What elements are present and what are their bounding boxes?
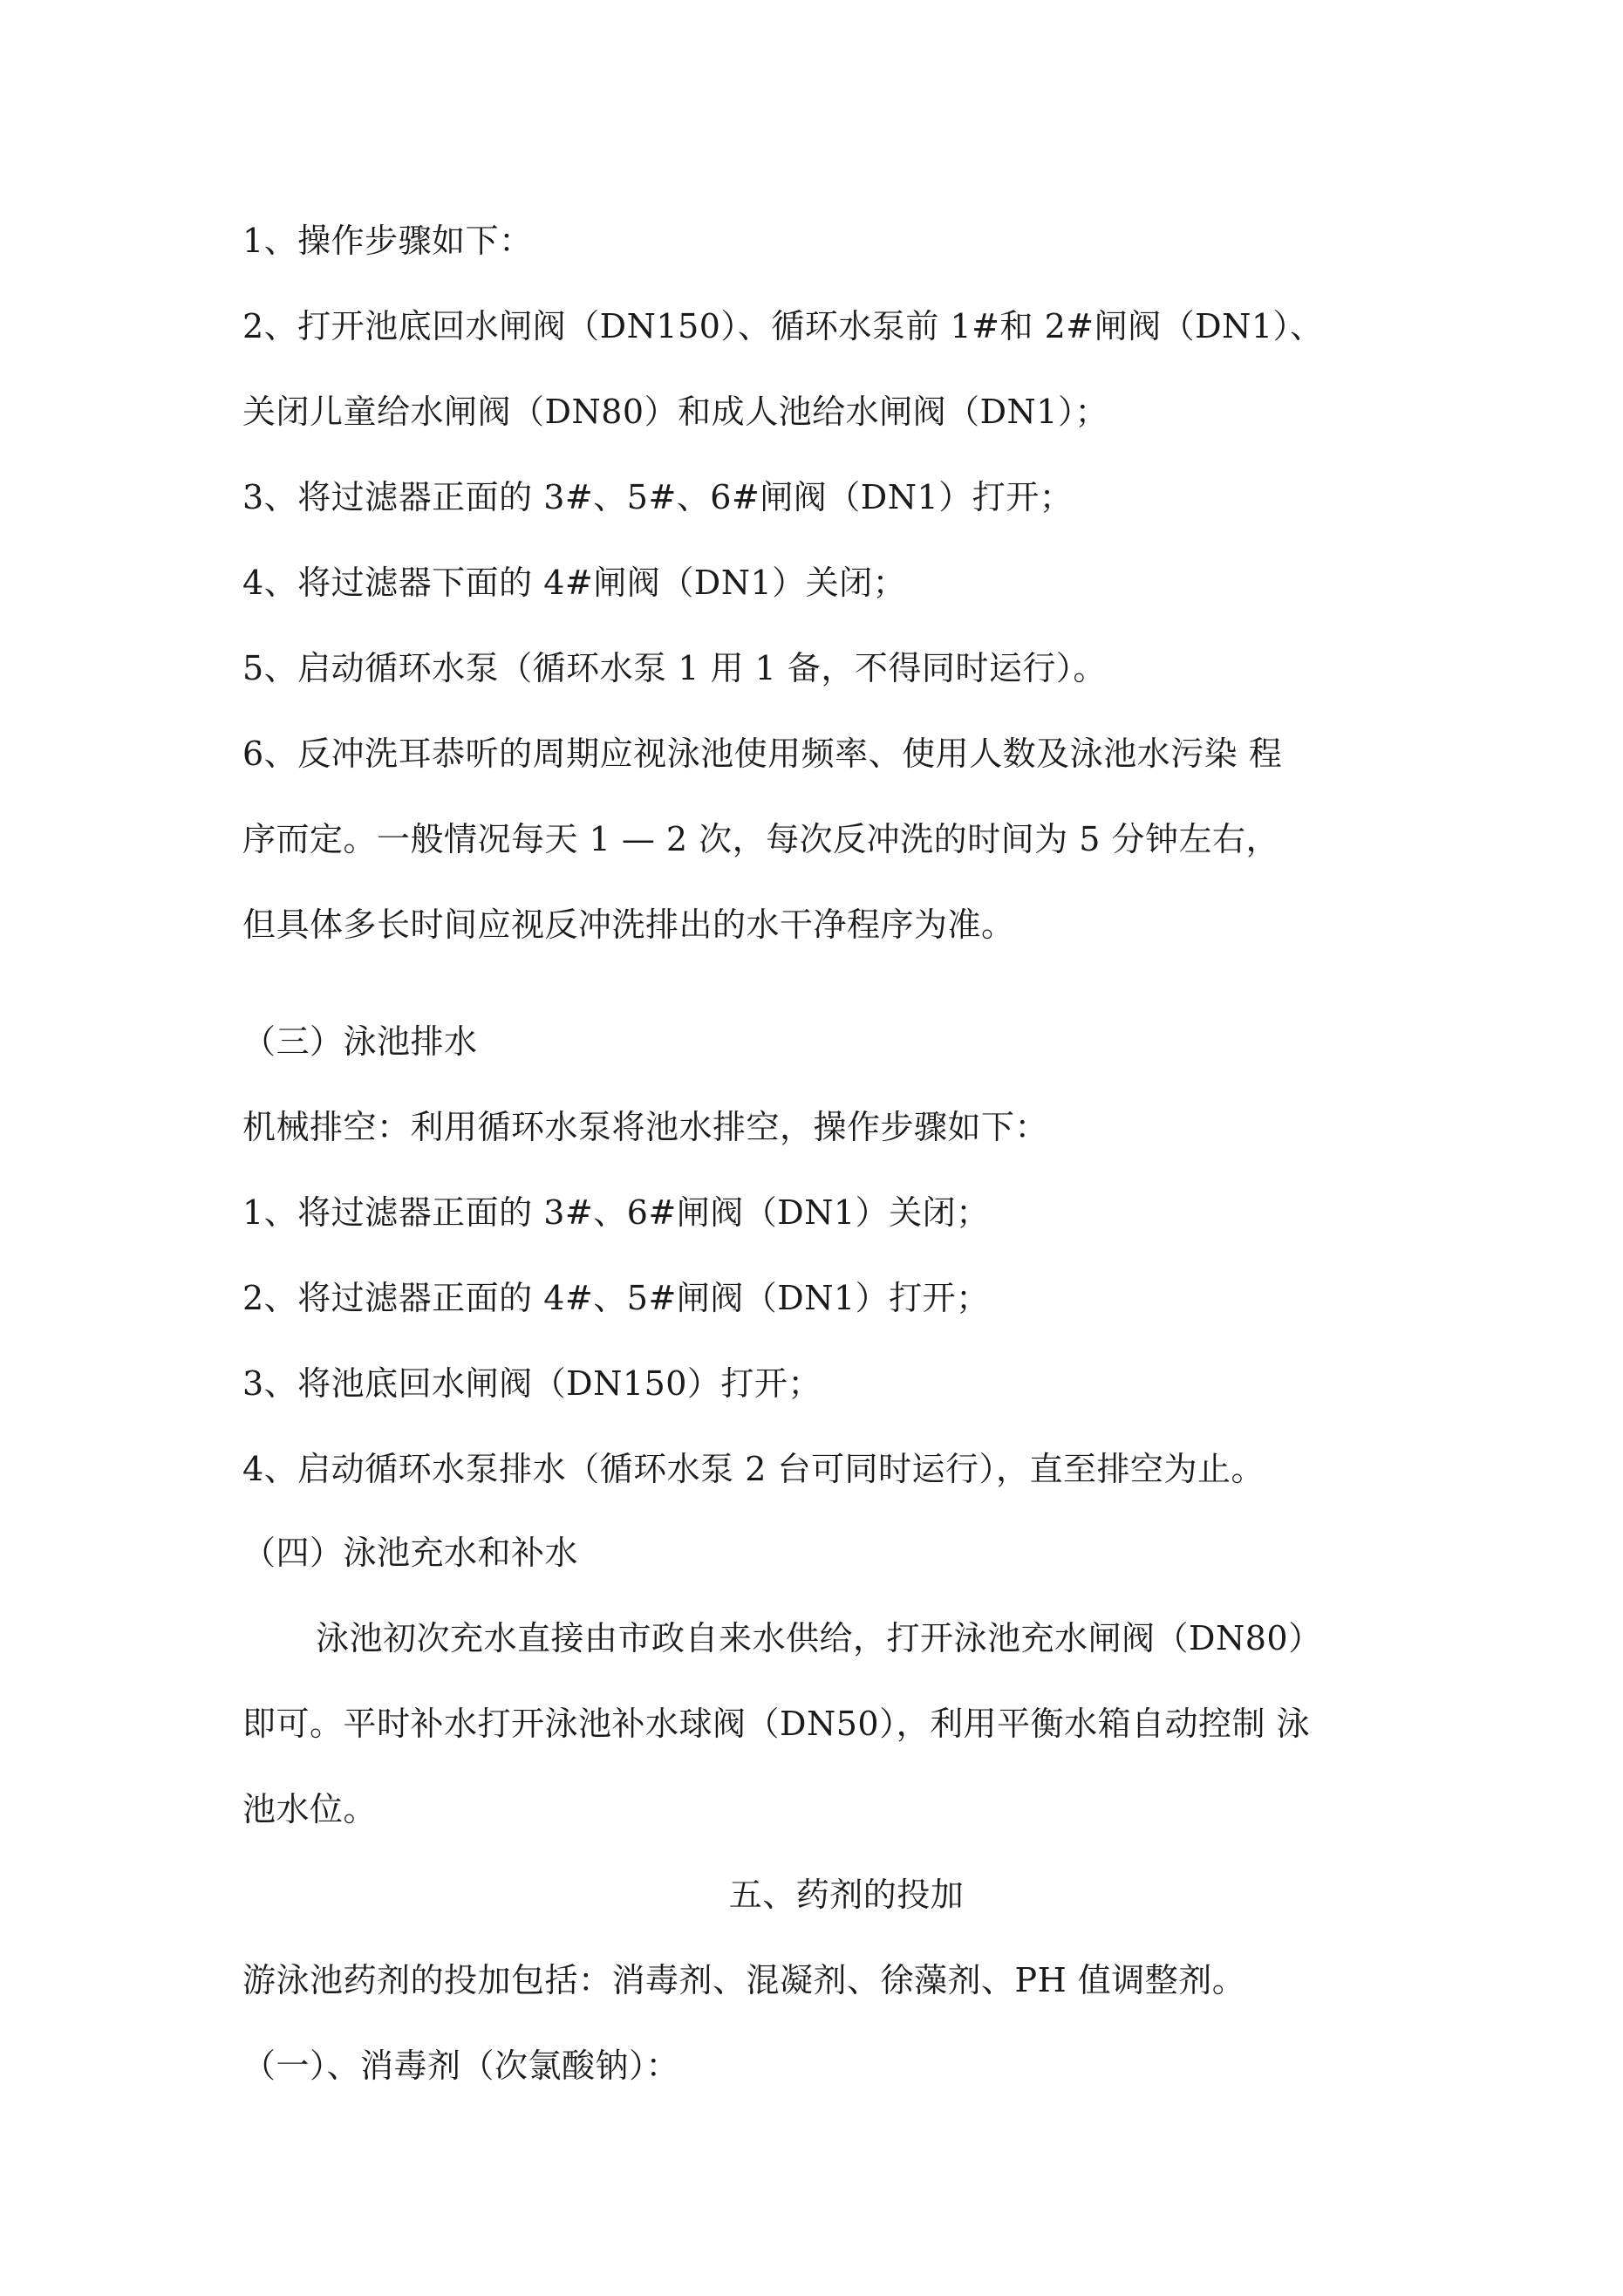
- fill-paragraph-line-1: 泳池初次充水直接由市政自来水供给，打开泳池充水闸阀（DN80）: [316, 1619, 1322, 1657]
- ops-step-3: 3、将过滤器正面的 3#、5#、6#闸阀（DN1）打开；: [242, 478, 1074, 516]
- chemicals-title: 五、药剂的投加: [728, 1876, 965, 1914]
- drain-intro: 机械排空：利用循环水泵将池水排空，操作步骤如下：: [242, 1108, 1049, 1146]
- chemicals-intro: 游泳池药剂的投加包括：消毒剂、混凝剂、徐藻剂、PH 值调整剂。: [242, 1961, 1246, 1999]
- fill-paragraph-line-2: 即可。平时补水打开泳池补水球阀（DN50），利用平衡水箱自动控制 泳: [242, 1705, 1311, 1743]
- ops-step-6-line-3: 但具体多长时间应视反冲洗排出的水干净程序为准。: [242, 905, 1015, 944]
- drain-step-3: 3、将池底回水闸阀（DN150）打开；: [242, 1364, 822, 1403]
- drain-heading: （三）泳池排水: [242, 1022, 478, 1061]
- drain-step-1: 1、将过滤器正面的 3#、6#闸阀（DN1）关闭；: [242, 1193, 990, 1232]
- ops-step-4: 4、将过滤器下面的 4#闸阀（DN1）关闭；: [242, 564, 907, 602]
- ops-step-2-line-2: 关闭儿童给水闸阀（DN80）和成人池给水闸阀（DN1）；: [242, 393, 1108, 431]
- ops-step-5: 5、启动循环水泵（循环水泵 1 用 1 备，不得同时运行）。: [242, 649, 1107, 687]
- fill-paragraph-line-3: 池水位。: [242, 1790, 378, 1828]
- fill-heading: （四）泳池充水和补水: [242, 1534, 579, 1572]
- drain-step-4: 4、启动循环水泵排水（循环水泵 2 台可同时运行），直至排空为止。: [242, 1450, 1265, 1488]
- ops-step-6-line-1: 6、反冲洗耳恭听的周期应视泳池使用频率、使用人数及泳池水污染 程: [242, 735, 1283, 773]
- disinfectant-heading: （一）、消毒剂（次氯酸钠）：: [242, 2047, 680, 2085]
- ops-step-title: 1、操作步骤如下：: [242, 222, 533, 260]
- drain-step-2: 2、将过滤器正面的 4#、5#闸阀（DN1）打开；: [242, 1279, 990, 1317]
- ops-step-2-line-1: 2、打开池底回水闸阀（DN150）、循环水泵前 1#和 2#闸阀（DN1）、: [242, 307, 1324, 345]
- ops-step-6-line-2: 序而定。一般情况每天 1 — 2 次，每次反冲洗的时间为 5 分钟左右，: [242, 820, 1280, 858]
